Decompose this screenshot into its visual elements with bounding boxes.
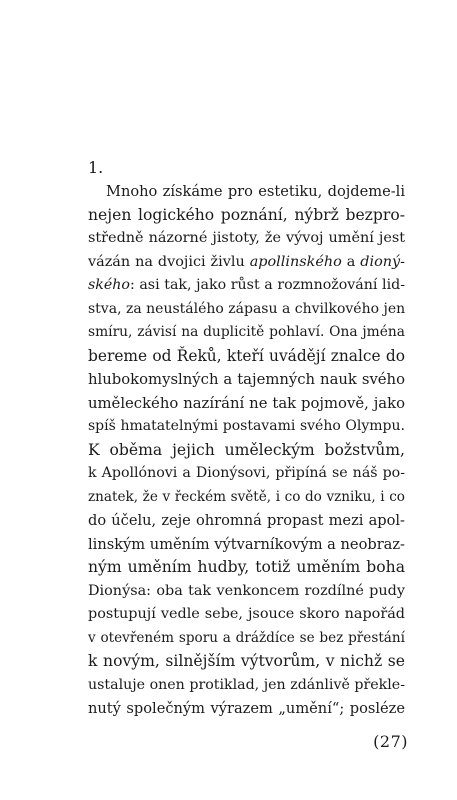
text-line <box>88 274 405 298</box>
text-line: k novým, silnějším výtvorům, v nichž se <box>88 652 405 670</box>
text-line: k Apollónovi a Dionýsovi, připíná se náš po- <box>88 465 405 481</box>
italic-term-dionysian-end: ského <box>88 277 130 293</box>
text-line: smíru, závisí na duplicitě pohlaví. Ona jména <box>88 324 405 340</box>
text-line: uměleckého nazírání ne tak pojmově, jako <box>88 394 405 412</box>
text-line: Dionýsa: oba tak venkoncem rozdílné pudy <box>88 582 405 599</box>
section-number: 1. <box>88 158 104 177</box>
text-line: linským uměním výtvarníkovým a neobraz- <box>88 535 405 553</box>
text-line <box>88 251 405 275</box>
italic-term-apollinian: apollinského <box>249 253 342 270</box>
page-number: (27) <box>373 732 408 751</box>
text-segment: : asi tak, jako růst a rozmnožování lid- <box>129 277 405 293</box>
text-segment: vázán na dvojici živlu <box>88 253 250 270</box>
text-line: ným uměním hudby, totiž uměním boha <box>88 558 405 576</box>
text-line: ustaluje onen protiklad, jen zdánlivě překle- <box>88 676 405 693</box>
text-line: Mnoho získáme pro estetiku, dojdeme-li <box>106 183 405 200</box>
text-line: hlubokomyslných a tajemných nauk svého <box>88 371 405 388</box>
text-line: v otevřeném sporu a dráždíce se bez přestání <box>88 629 405 646</box>
text-segment: a <box>341 253 361 270</box>
text-line: středně názorné jistoty, že vývoj umění jest <box>88 230 405 246</box>
text-line: do účelu, zeje ohromná propast mezi apol- <box>88 512 405 529</box>
text-line: K oběma jejich uměleckým božstvům, <box>88 440 405 459</box>
text-line: spíš hmatatelnými postavami svého Olympu. <box>88 418 405 434</box>
text-line: stva, za neustálého zápasu a chvilkového jen <box>88 300 405 317</box>
italic-term-dionysian: dioný- <box>360 253 405 270</box>
text-line: bereme od Řeků, kteří uvádějí znalce do <box>88 346 405 365</box>
text-line: nutý společným výrazem „umění“; posléze <box>88 700 405 717</box>
text-line: znatek, že v řeckém světě, i co do vzniku, i co <box>88 488 405 505</box>
text-line: nejen logického poznání, nýbrž bezpro- <box>88 205 405 224</box>
body-text <box>88 180 405 721</box>
text-line: postupují vedle sebe, jsouce skoro napořád <box>88 606 405 622</box>
